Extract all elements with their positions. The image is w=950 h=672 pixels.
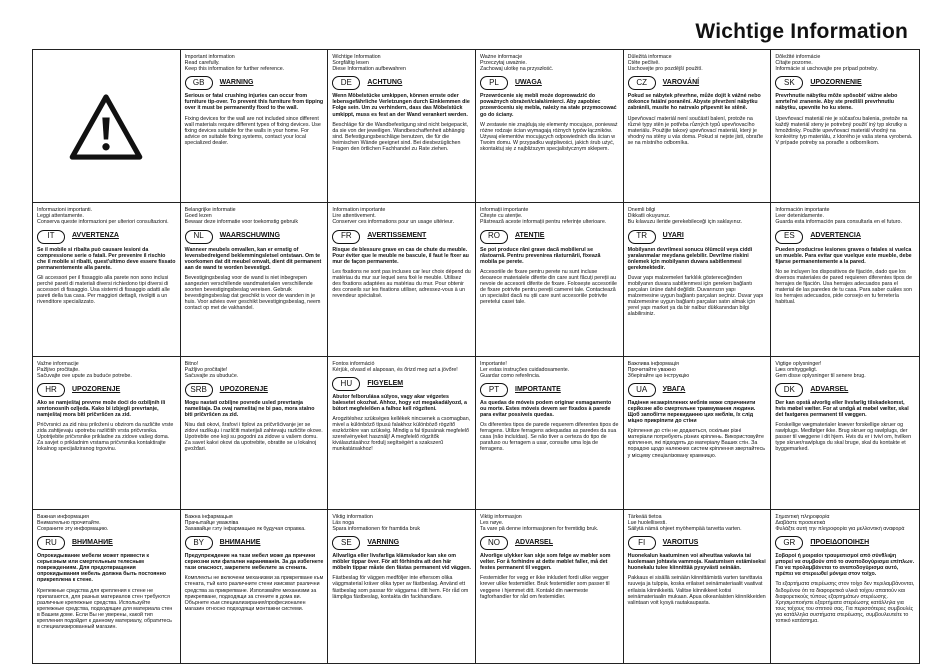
cell-header	[775, 361, 915, 379]
instruction-text: Bevestigingsbeslag voor de wand is niet inbegrepen aangezien verschillende wandmaterialen verschillende soorten bevestigingsbeslag vereisen. Gebruik bevestigingsbeslag dat geschikt is voor de wanden in je huis. Voor advies over geschikt bevestigingsbeslag, neem contact op met de vakhandel.	[184, 274, 321, 312]
language-heading	[332, 536, 471, 550]
language-code-badge: SRB	[185, 383, 213, 397]
header-line: Bewaar deze informatie voor toekomstig gebruik	[184, 219, 299, 226]
warning-text: Alvorlige ulykker kan skje som følge av møbler som velter. For å forhindre at dette møblet faller, må det festes permanent til veggen.	[480, 553, 611, 572]
header-line: Сохраните эту информацию.	[37, 525, 109, 532]
language-code-badge: PL	[480, 76, 508, 90]
warning-text: Se pot produce răni grave dacă mobilierul se răstoarnă. Pentru prevenirea răsturnării, fixează mobila pe perete.	[480, 246, 601, 265]
language-heading	[185, 230, 324, 244]
instruction-text: Fixing devices for the wall are not included since different wall materials require different types of fixing devices. Use fixing devices suitable for the walls in your home. For advice on suitable fixing systems, contact your local specialized dealer.	[184, 115, 321, 146]
header-line: Păstrează aceste informații pentru referințe ulterioare.	[480, 219, 607, 226]
header-line: Pažljivo pročitajte!	[184, 366, 228, 373]
warning-text: Pueden producirse lesiones graves o fatales si vuelca un mueble. Para evitar que vuelque este mueble, debe fijarse permanentemente a la pared.	[775, 246, 912, 265]
warning-grid	[32, 49, 920, 664]
language-code-badge: FI	[628, 536, 656, 550]
warning-word: ADVARSEL	[810, 385, 849, 393]
header-line: Read carefully.	[184, 60, 220, 67]
language-code-badge: GB	[185, 76, 213, 90]
header-line: Захавайце гэту інфармацыю як будучая справка.	[184, 525, 306, 532]
header-line: Leer detenidamente.	[775, 213, 824, 220]
cell-header	[775, 514, 915, 532]
cell-header	[332, 54, 471, 72]
instruction-text: Кріплення до стін не додаються, оскільки різні матеріали потребують різних кріплень. Використовуйте кріплення, які підходять до матеріалу Ваших стін. За порадою щодо належних систем кріплення звертайтесь у місцеву спеціалізовану крамницю.	[627, 428, 766, 459]
header-line: Pažljivo pročitajte.	[37, 366, 80, 373]
header-line: Ta vare på denne informasjonen for fremtidig bruk.	[480, 525, 599, 532]
warning-word: AVVERTENZA	[72, 232, 119, 240]
language-code-badge: ES	[775, 230, 803, 244]
header-line: Важна інфармацыя	[184, 513, 233, 520]
warning-word: AVERTISSEMENT	[367, 232, 427, 240]
instruction-text: Arogzitéshez szükséges kellékek nincsenek a csomagban, mivel a különböző típusú falakhoz különböző rögzítő eszközökre van szükség. Mindig a fal típusának megfelelő szerelvényeket használj! A megfelelő rögzítők kiválasztásához fordulj segítségért a szakszerű munkatársakhoz!	[332, 415, 471, 453]
header-line: Información importante	[775, 207, 830, 214]
warning-cell-fi	[624, 510, 772, 663]
language-code-badge: TR	[628, 230, 656, 244]
warning-triangle-icon	[69, 94, 143, 160]
language-code-badge: HR	[37, 383, 65, 397]
header-line: Uschovejte pro pozdější použití.	[627, 66, 703, 73]
header-line: Viktig informasjon	[480, 513, 522, 520]
instruction-text: Крепежные средства для крепления к стене не прилагаются, для разных материалов стен требуются различные крепежные средства. Используйте крепежные средства, подходящие для материала стен в Вашем доме. Если Вы не уверены, какой тип крепления подойдет к данному материалу, обратитесь в специализированный магазин.	[37, 587, 173, 631]
language-code-badge: NL	[185, 230, 213, 244]
instruction-text: Upevňovací materiál nie je súčasťou balenia, pretože na každý materiál steny je potrebný použiť iný typ skrutky a hmoždinky. Použite upevňovací materiál vhodný na konkrétny typ materiálu, z ktorého je vaša stena vyrobená. V prípade potreby sa poraďte s odborníkom.	[775, 115, 913, 146]
warning-cell-srb	[181, 357, 329, 510]
language-heading	[332, 76, 471, 90]
header-line: Lire attentivement.	[332, 213, 376, 220]
header-line: Čítajte pozorne.	[775, 60, 813, 67]
cell-header	[775, 54, 915, 72]
warning-text: Опрокидывание мебели может привести к серьезным или смертельным телесным повреждениям. Для предотвращения опрокидывания мебель должна быть постоянно прикреплена к стене.	[37, 553, 167, 584]
cell-header	[37, 207, 176, 225]
warning-cell-ro	[476, 203, 624, 356]
header-line: Informácie si uschovajte pre prípad potreby.	[775, 66, 878, 73]
warning-word: VAROITUS	[662, 538, 699, 546]
header-line: Прачытайце уважліва	[184, 519, 239, 526]
language-heading	[37, 536, 176, 550]
language-code-badge: RU	[37, 536, 65, 550]
header-line: Fontos információ	[332, 360, 375, 367]
header-line: Važne informacije	[37, 360, 79, 367]
warning-text: Σοβαροί ή μοιραίοι τραυματισμοί από σύνθλιψη μπορεί να συμβούν από το αναποδογύρισμα επίπλων. Για να προλαμβάνεται το αναποδογύρισμα αυτό, πρέπει να στερεωθεί μόνιμα στον τοίχο.	[775, 553, 915, 578]
warning-cell-nl	[181, 203, 329, 356]
language-code-badge: UA	[628, 383, 656, 397]
language-code-badge: DE	[332, 76, 360, 90]
warning-word: VARNING	[367, 538, 400, 546]
warning-symbol-cell	[33, 50, 181, 203]
warning-text: Przewrócenie się mebli może doprowadzić do poważnych obrażeń/ciała/śmierci. Aby zapobiec przewróceniu się mebla, należy na stałe przymocować go do ściany.	[480, 93, 617, 118]
warning-word: UWAGA	[515, 79, 542, 87]
header-line: Leggi attentamente.	[37, 213, 84, 220]
header-line: Les nøye.	[480, 519, 504, 526]
cell-header	[480, 514, 619, 532]
instruction-text: Os diferentes tipos de parede requerem diferentes tipos de ferragens. Utilize ferragens adequadas as paredes da sua casa (não incluídas). Se não tiver a certeza do tipo de parafuso ou ferragem a usar, consulte uma loja de ferragens.	[480, 422, 619, 453]
language-heading	[628, 383, 767, 397]
header-line: Lue huolellisesti.	[627, 519, 667, 526]
header-line: Vigtige oplysninger!	[775, 360, 822, 367]
instruction-text: Pričvrsnici za zid nisu priloženi u obzirom da različite vrste zida zahtijevaju upotrebu različitih vrsta pričvrsnika. Upotrijebite pričvrsnike prikladne za zidove vašeg doma. Za savjet o prikladnim vrstama pričvrsnika kontaktirajte lokalnog specijaliziranog trgovinu.	[37, 422, 174, 453]
language-code-badge: HU	[332, 377, 360, 391]
warning-cell-es	[771, 203, 919, 356]
instruction-text: Комплекты не включени механизми за прикрепване към стената, тъй като различните стени изискват различни средства за прикрепване. Използвайте механизми за прикрепване, подходящи за стените в дома ви. Обърнете към специализирания/професионален магазин относно подходящи монтажни системи.	[184, 575, 324, 612]
header-line: Conserver ces informations pour un usage ultérieur.	[332, 219, 454, 226]
header-line: Citește cu atenție.	[480, 213, 523, 220]
instruction-text: Les fixations ne sont pas incluses car leur choix dépend du matériau du mur sur lequel sera fixé le meuble. Utilisez des fixations adaptées au matériau du mur. Pour obtenir des conseils sur les fixations utiliser, adressez-vous à un revendeur spécialisé.	[332, 268, 471, 300]
header-line: Bitno!	[184, 360, 199, 367]
warning-word: UPOZORENJE	[72, 385, 121, 393]
language-heading	[775, 536, 915, 550]
page-title: Wichtige Information	[695, 20, 908, 43]
cell-header	[775, 207, 915, 225]
warning-cell-by	[181, 510, 329, 663]
header-line: Σημαντική πληροφορία	[775, 513, 830, 520]
warning-word: ADVERTENCIA	[810, 232, 861, 240]
header-line: Ler estas instruções cuidadosamente.	[480, 366, 570, 373]
warning-word: WAARSCHUWING	[219, 232, 280, 240]
header-line: Важлива інформація	[627, 360, 679, 367]
language-code-badge: CZ	[628, 76, 656, 90]
header-line: Зберігайте цю інструкцію	[627, 372, 690, 379]
language-heading	[775, 76, 915, 90]
language-heading	[480, 76, 619, 90]
warning-cell-ru	[33, 510, 181, 663]
language-code-badge: PT	[480, 383, 508, 397]
header-line: Importante!	[480, 360, 507, 367]
warning-cell-dk	[771, 357, 919, 510]
warning-text: Huonekalun kaatuminen voi aiheuttaa vakavia tai kuolemaan johtavia vammoja. Kaatumisen estämiseksi huonekalu tulee kiinnittää pysyvästi seinään.	[627, 553, 766, 572]
language-heading	[480, 383, 619, 397]
header-line: Önemli bilgi	[627, 207, 656, 214]
warning-cell-pl	[476, 50, 624, 203]
header-line: Diese Information aufbewahren	[332, 66, 406, 73]
header-line: Прочитайте уважно	[627, 366, 676, 373]
header-line: Важная информация	[37, 513, 89, 520]
header-line: Čtěte pečlivě.	[627, 60, 660, 67]
cell-header	[480, 361, 619, 379]
header-line: Informazioni importanti.	[37, 207, 93, 214]
language-heading	[480, 230, 619, 244]
instruction-text: Festemidler for vegg er ikke inkludert fordi ulike vegger krever ulike festemidler. Bruk festemidler som passer til veggene i hjemmet ditt. Kontakt din nærmeste fagforhandler for råd om festemidler.	[480, 575, 610, 600]
warning-word: UPOZORNENIE	[810, 79, 862, 87]
header-line: Guarda esta información para consultarla en el futuro.	[775, 219, 902, 226]
warning-text: Pokud se nábytek převrhne, může dojít k vážné nebo dokonce fatální poranění. Abyste převržení nábytku zabránili, musíte ho natrvalo připevnit ke stěně.	[627, 93, 761, 112]
header-line: Viktig information	[332, 513, 373, 520]
warning-text: Падіння незакріплених меблів може спричинити серйозне або смертельне травмування людини. Щоб запобігти перекиданню цих меблів, їх слід міцно прикріпити до стіни	[627, 399, 756, 425]
warning-text: As quedas de móveis podem originar esmagamento ou morte. Estes móveis devem ser fixados à parede para evitar possíveis quedas.	[480, 399, 612, 418]
header-line: Spara informationen för framtida bruk	[332, 525, 421, 532]
warning-word: ΠΡΟΕΙΔΟΠΟΙΗΣΗ	[810, 538, 870, 546]
header-line: Tärkeää tietoa	[627, 513, 662, 520]
instruction-text: W zestawie nie znajdują się elementy mocujące, ponieważ różne rodzaje ścian wymagają różnych typów łączników. Używaj elementów mocujących odpowiednich dla ścian w Twoim domu. W przypadku wątpliwości, jakich śrub użyć, skontaktuj się z najbliższym specjalistycznym sklepem.	[480, 121, 618, 153]
cell-header	[185, 361, 324, 379]
cell-header	[332, 514, 471, 532]
instruction-text: Beschläge für die Wandbefestigung sind nicht beigepackt, da sie von der jeweiligen. Wandbeschaffenheit abhängig sind. Befestigungsbeschläge benutzen, die für die heimischen Wände geeignet sind. Bei diesbezüglichen Fragen den örtlichen Fachhandel zu Rate ziehen.	[332, 121, 469, 153]
warning-word: УВАГА	[662, 385, 686, 393]
header-line: Dikkatli okuyunuz.	[627, 213, 671, 220]
header-line: Läs noga	[332, 519, 355, 526]
language-code-badge: GR	[775, 536, 803, 550]
language-code-badge: DK	[775, 383, 803, 397]
header-line: Information importante	[332, 207, 386, 214]
header-line: Belangrijke informatie	[184, 207, 236, 214]
header-line: Wichtige Information	[332, 54, 381, 60]
warning-cell-gr	[771, 510, 919, 663]
header-line: Kérjük, olvasd el alaposan, és őrizd meg azt a jövőre!	[332, 366, 458, 373]
warning-text: Prevrhnutie nábytku môže spôsobiť vážne alebo smrteľné zranenie. Aby ste predišli prevrhnutiu nábytku, upevnite ho ku stene.	[775, 93, 898, 112]
warning-word: FIGYELEM	[367, 379, 404, 387]
language-heading	[332, 230, 471, 244]
warning-word: ATENȚIE	[515, 232, 545, 240]
language-heading	[775, 383, 915, 397]
warning-text: Предупреждение на тази мебел може да причини сериозни или фатални нараняванія. За да избегнете тази опасност, закрепете мебелите за стената.	[184, 553, 324, 572]
cell-header	[628, 514, 767, 532]
language-code-badge: SK	[775, 76, 803, 90]
warning-cell-no	[476, 510, 624, 663]
header-line: Φυλάξτε αυτή την πληροφορία για μελλοντική αναφορά	[775, 525, 905, 532]
header-line: Dôležité informácie	[775, 54, 821, 60]
warning-word: ACHTUNG	[367, 79, 403, 87]
warning-cell-hu	[328, 357, 476, 510]
language-code-badge: NO	[480, 536, 508, 550]
warning-text: Abutor felborulása súlyos, vagy akar végzetes balesetet okozhat. Ahhoz, hogy ezt megakadályozd, a bútort megfelelően a falhoz kell rögzíteni.	[332, 393, 467, 412]
instruction-text: Gli accessori per il fissaggio alla parete non sono inclusi perché pareti di materiali diversi richiedono tipi diversi di accessori di fissaggio. Usa sistemi di fissaggio adatti alle pareti della tua casa. Per maggiori dettagli, rivolgiti a un rivenditore specializzato.	[37, 274, 170, 306]
language-heading	[37, 230, 176, 244]
language-code-badge: FR	[332, 230, 360, 244]
header-line: Læs omhyggeligt.	[775, 366, 818, 373]
instruction-text: Duvar yapı malzemeleri farklılık göstereceğinden mobilyanın duvara sabitlenmesi için gereken bağlantı parçaları ürüne dahil değildir. Duvarınızın yapı malzemesine uygun bağlantı parçaları seçiniz. Duvar yapı malzemesine uygun bağlantı parçaları satın almak için yerel yapı market ya da bir nalbur dükkanından bilgi alabilirsiniz.	[627, 274, 764, 318]
language-heading	[628, 76, 767, 90]
header-line: Przeczytaj uważnie.	[480, 60, 527, 67]
language-heading	[480, 536, 619, 550]
cell-header	[628, 207, 767, 225]
warning-text: Risque de blessure grave en cas de chute du meuble. Pour éviter que le meuble ne bascule, il faut le fixer au mur de façon permanente.	[332, 246, 469, 265]
warning-cell-gb	[181, 50, 329, 203]
instruction-text: Nisu dati okovi, šrafovi i tiplovi za pričvršćivanje jer se zidovi razlikuju i različiti materijali zahtevaju različite okove. Upotrebite one koji su pogodni za zidove u vašem domu. Za savet kakvi okovi da upotrebite, obratite se u lokalnoj gvožđari.	[184, 422, 323, 453]
cell-header	[332, 361, 471, 373]
header-line: Sačuvajte za ubuduće.	[184, 372, 239, 379]
cell-header	[185, 54, 324, 72]
warning-text: Mogu nastati ozbiljne povrede usled prevrtanja nameštaja. Da ovaj nameštaj ne bi pao, mora stalno biti pričvršćen za zid.	[184, 399, 315, 418]
instruction-text: Τα εξαρτήματα στερέωσης στον τοίχο δεν περιλαμβάνονται, δεδομένου ότι τα διαφορετικά υλικά τοίχου απαιτούν και διαφορετικούς τύπους εξαρτημάτων στερέωσης. Χρησιμοποιήστε εξαρτήματα στερέωσης κατάλληλα για τους τοίχους του σπιτιού σας. Για περισσότερες συμβουλές για κατάλληλα συστήματα στερέωσης, συμβουλευτείτε το τοπικό κατάστημα.	[775, 581, 915, 624]
warning-word: VAROVÁNÍ	[662, 79, 700, 87]
language-code-badge: IT	[37, 230, 65, 244]
header-line: Gem disse oplysninger til senere brug.	[775, 372, 866, 379]
cell-header	[185, 207, 324, 225]
cell-header	[37, 361, 176, 379]
language-heading	[628, 536, 767, 550]
warning-cell-cz	[624, 50, 772, 203]
warning-text: Se il mobile si ribalta può causare lesioni da compressione serie o fatali. Per prevenire il rischio che il mobile si ribalti, quest'ultimo deve essere fissato permanentemente alla parete.	[37, 246, 176, 271]
warning-text: Serious or fatal crushing injuries can occur from furniture tip-over. To prevent this furniture from tipping over it must be permanently fixed to the wall.	[184, 93, 324, 112]
warning-text: Ako se namještaj prevrne može doći do ozbiljnih ili smrtonosnih ozljeda. Kako bi izbjegli prevrtanje, namještaj mora biti pričvršćen za zid.	[37, 399, 166, 418]
header-line: Ważne informacje	[480, 54, 523, 60]
instruction-text: Accesoriile de fixare pentru perete nu sunt incluse deoarece materialele diferite din care sunt făcuți pereții au nevoie de accesorii diferite de fixare. Folosește accesoriile de fixare potrivite pentru pereții camerei tale. Contactează un specialist dacă nu știi care sunt accesoriile potrivite peretelui casei tale.	[480, 268, 617, 306]
language-code-badge: SE	[332, 536, 360, 550]
language-heading	[628, 230, 767, 244]
language-heading	[775, 230, 915, 244]
warning-text: Wenn Möbelstücke umkippen, können ernste oder lebensgefährliche Verletzungen durch Einklemmen die Folge sein. Um zu verhindern, dass das Möbelstück umkippt, muss es fest an der Wand verankert werden.	[332, 93, 470, 118]
warning-cell-pt	[476, 357, 624, 510]
header-line: Säilytä nämä ohjeet myöhempää tarvetta varten.	[627, 525, 742, 532]
language-code-badge: BY	[185, 536, 213, 550]
warning-cell-it	[33, 203, 181, 356]
warning-cell-se	[328, 510, 476, 663]
header-line: Διαβάστε προσεκτικά	[775, 519, 826, 526]
header-line: Sačuvajte ove upute za buduće potrebe.	[37, 372, 132, 379]
warning-cell-tr	[624, 203, 772, 356]
header-line: Внимательно прочитайте.	[37, 519, 101, 526]
warning-cell-fr	[328, 203, 476, 356]
warning-text: Der kan opstå alvorlig eller livsfarlig tilskadekomst, hvis møbel vælter. For at undgå at møbel vælter, skal det fastgøres permanent til væggen.	[775, 399, 909, 418]
header-line: Guardar como referência.	[480, 372, 541, 379]
warning-text: Wanneer meubels omvallen, kan er ernstig of levensbedreigend beklemmingsletsel ontstaan. Om te voorkomen dat dit meubel omvalt, dient dit permanent aan de wand te worden bevestigd.	[184, 246, 322, 271]
warning-text: Mobilyanın devrilmesi sonucu ölümcül veya ciddi yaralanmalar meydana gelebilir. Devrilme riskini önlemek için mobilyanın duvara sabitlenmesi gerekmektedir.	[627, 246, 753, 271]
header-line: Keep this information for further reference.	[184, 66, 285, 73]
language-heading	[332, 377, 471, 391]
language-heading	[185, 76, 324, 90]
header-line: Important information	[184, 54, 235, 60]
language-code-badge: RO	[480, 230, 508, 244]
language-heading	[185, 536, 324, 550]
warning-cell-sk	[771, 50, 919, 203]
instruction-text: Upevňovací materiál není součástí balení, protože na různé typy stěn je potřeba různých typů upevňovacího materiálu. Použijte takový upevňovací materiál, který je vhodný na stěny u vás doma. Pokud si nejste jisti, obraťte se na místního odborníka.	[627, 115, 764, 146]
instruction-text: Fästbeslag för väggen medföljer inte eftersom olika väggmaterial kräver olika typer av fästbeslag. Använd ett fästbeslag som passar för väggarna i ditt hem. För råd om lämpliga fästbeslag, kontakta din fackhandlare.	[332, 575, 469, 600]
header-line: Sorgfältig lesen	[332, 60, 369, 67]
cell-header	[37, 514, 176, 532]
warning-cell-de	[328, 50, 476, 203]
cell-header	[628, 54, 767, 72]
warning-word: UYARI	[662, 232, 684, 240]
warning-word: UPOZORENJE	[219, 385, 268, 393]
instruction-text: No se incluyen los dispositivos de fijación, dado que los diversos materiales de pared requieren diferentes tipos de herrajes de fijación. Usa herrajes adecuados para el material de las paredes de tu casa. Para saber cuáles son los herrajes adecuados, pide consejo en tu ferretería habitual.	[775, 268, 912, 306]
language-heading	[37, 383, 176, 397]
header-line: Goed lezen	[184, 213, 212, 220]
header-line: Conserva queste informazioni per ulteriori consultazioni.	[37, 219, 169, 226]
cell-header	[332, 207, 471, 225]
instruction-text: Pakkaus ei sisällä seinään kiinnittämistä varten tarvittavia ruuveja ja tulppia, koska erilaiset seinämateriaalit vaativat erilaisia kiinnikkeitä. Valitse kiinnikkeet kotisi seinämateriaalin mukaan. Apua oikeanlaisten kiinnikkeiden valintaan voit kysyä rautakaupasta.	[627, 575, 766, 606]
warning-cell-hr	[33, 357, 181, 510]
header-line: Bu kılavuzu ileride gerekebileceği için saklayınız.	[627, 219, 743, 226]
header-line: Informații importante	[480, 207, 529, 214]
warning-word: IMPORTANTE	[515, 385, 561, 393]
cell-header	[480, 54, 619, 72]
warning-text: Allvarliga eller livsfarliga klämskador kan ske om möbler tippar över. För att förhindra att den här möbeln tippar måste den fästas permanent vid väggen.	[332, 553, 471, 572]
warning-word: WARNING	[219, 79, 254, 87]
warning-word: ADVARSEL	[515, 538, 553, 546]
warning-cell-ua	[624, 357, 772, 510]
cell-header	[480, 207, 619, 225]
language-heading	[185, 383, 324, 397]
cell-header	[628, 361, 767, 379]
header-line: Zachowaj ulotkę na przyszłość.	[480, 66, 554, 73]
cell-header	[185, 514, 324, 532]
instruction-text: Forskellige vægmaterialer kræver forskellige skruer og rawlplugs. Medfølger ikke. Brug skruer og rawlplugs, der passer til væggene i dit hjem. Hvis du er i tvivl om, hvilken type skruer/rawlplugs du skal bruge, skal du kontakte et byggemarked.	[775, 422, 912, 453]
warning-word: ВНИМАНИЕ	[72, 538, 113, 546]
header-line: Důležitá informace	[627, 54, 672, 60]
warning-word: ВНИМАНИЕ	[219, 538, 261, 546]
